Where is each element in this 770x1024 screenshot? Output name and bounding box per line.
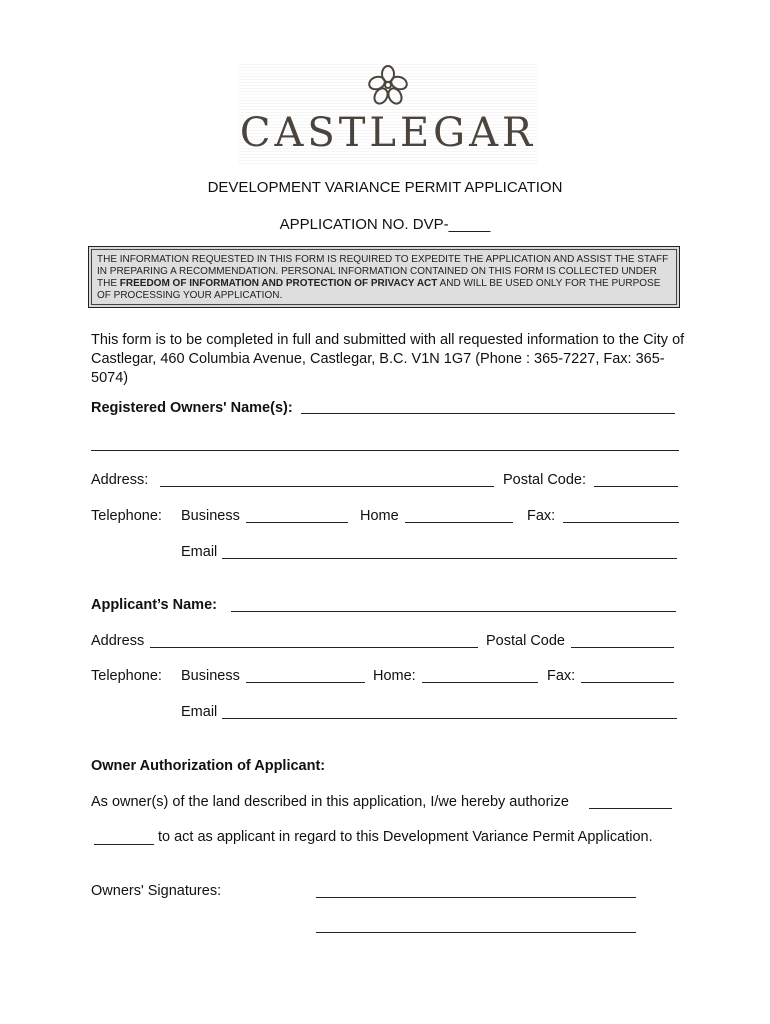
logo-wordmark: CASTLEGAR xyxy=(239,110,537,156)
signature-field-2[interactable] xyxy=(316,932,636,933)
owners-name-field-2[interactable] xyxy=(91,450,679,451)
owners-email-label: Email xyxy=(181,544,218,560)
intro-paragraph: This form is to be completed in full and submitted with all requested information to the City of Castlegar, 460 Columbia Avenue, Castlegar, B.C. V1N 1G7 (Phone : 365-7227, Fax: 365-5074) xyxy=(91,332,685,386)
applicant-home-phone-field[interactable] xyxy=(422,682,538,683)
signature-field-1[interactable] xyxy=(316,897,636,898)
applicant-address-label: Address xyxy=(91,633,145,649)
owners-heading: Registered Owners' Name(s): xyxy=(91,400,293,416)
authorization-line-1: As owner(s) of the land described in this application, I/we hereby authorize xyxy=(91,794,569,810)
owners-address-field[interactable] xyxy=(160,486,494,487)
applicant-heading: Applicant’s Name: xyxy=(91,597,217,613)
applicant-business-phone-field[interactable] xyxy=(246,682,365,683)
owners-fax-field[interactable] xyxy=(563,522,679,523)
applicant-email-label: Email xyxy=(181,704,218,720)
owners-postal-field[interactable] xyxy=(594,486,678,487)
privacy-notice-text: THE INFORMATION REQUESTED IN THIS FORM IS REQUIRED TO EXPEDITE THE APPLICATION AND ASSIST THE STAFF IN PREPARING A RECOMMENDATION. PERSONAL INFORMATION CONTAINED ON THIS FORM IS COLLECTED UNDER THE FREEDOM OF INFORMATION AND PROTECTION OF PRIVACY ACT AND WILL BE USED ONLY FOR THE PURPOSE OF PROCESSING YOUR APPLICATION. xyxy=(91,249,677,305)
applicant-business-label: Business xyxy=(181,668,240,684)
authorization-line-2: to act as applicant in regard to this Development Variance Permit Application. xyxy=(158,829,653,845)
city-logo xyxy=(238,62,538,164)
authorized-party-field[interactable] xyxy=(589,808,672,809)
flower-icon xyxy=(368,64,408,110)
applicant-home-label: Home: xyxy=(373,668,416,684)
applicant-fax-field[interactable] xyxy=(581,682,674,683)
signatures-label: Owners' Signatures: xyxy=(91,883,222,899)
owners-business-phone-field[interactable] xyxy=(246,522,348,523)
applicant-postal-field[interactable] xyxy=(571,647,674,648)
owners-email-field[interactable] xyxy=(222,558,677,559)
owners-fax-label: Fax: xyxy=(527,508,556,524)
applicant-fax-label: Fax: xyxy=(547,668,576,684)
owners-name-field[interactable] xyxy=(301,413,675,414)
owners-home-label: Home xyxy=(360,508,399,524)
owners-home-phone-field[interactable] xyxy=(405,522,513,523)
authorized-party-field-2[interactable] xyxy=(94,844,154,845)
owners-address-label: Address: xyxy=(91,472,149,488)
applicant-address-field[interactable] xyxy=(150,647,478,648)
privacy-notice-box xyxy=(88,246,680,308)
applicant-telephone-label: Telephone: xyxy=(91,668,162,684)
owners-business-label: Business xyxy=(181,508,240,524)
privacy-act-name: FREEDOM OF INFORMATION AND PROTECTION OF PRIVACY ACT xyxy=(119,278,438,289)
applicant-name-field[interactable] xyxy=(231,611,676,612)
applicant-postal-label: Postal Code xyxy=(486,633,565,649)
owners-telephone-label: Telephone: xyxy=(91,508,162,524)
application-number: APPLICATION NO. DVP-_____ xyxy=(279,216,491,233)
authorization-heading: Owner Authorization of Applicant: xyxy=(91,758,326,774)
form-title: DEVELOPMENT VARIANCE PERMIT APPLICATION xyxy=(207,179,563,196)
owners-postal-label: Postal Code: xyxy=(503,472,587,488)
applicant-email-field[interactable] xyxy=(222,718,677,719)
